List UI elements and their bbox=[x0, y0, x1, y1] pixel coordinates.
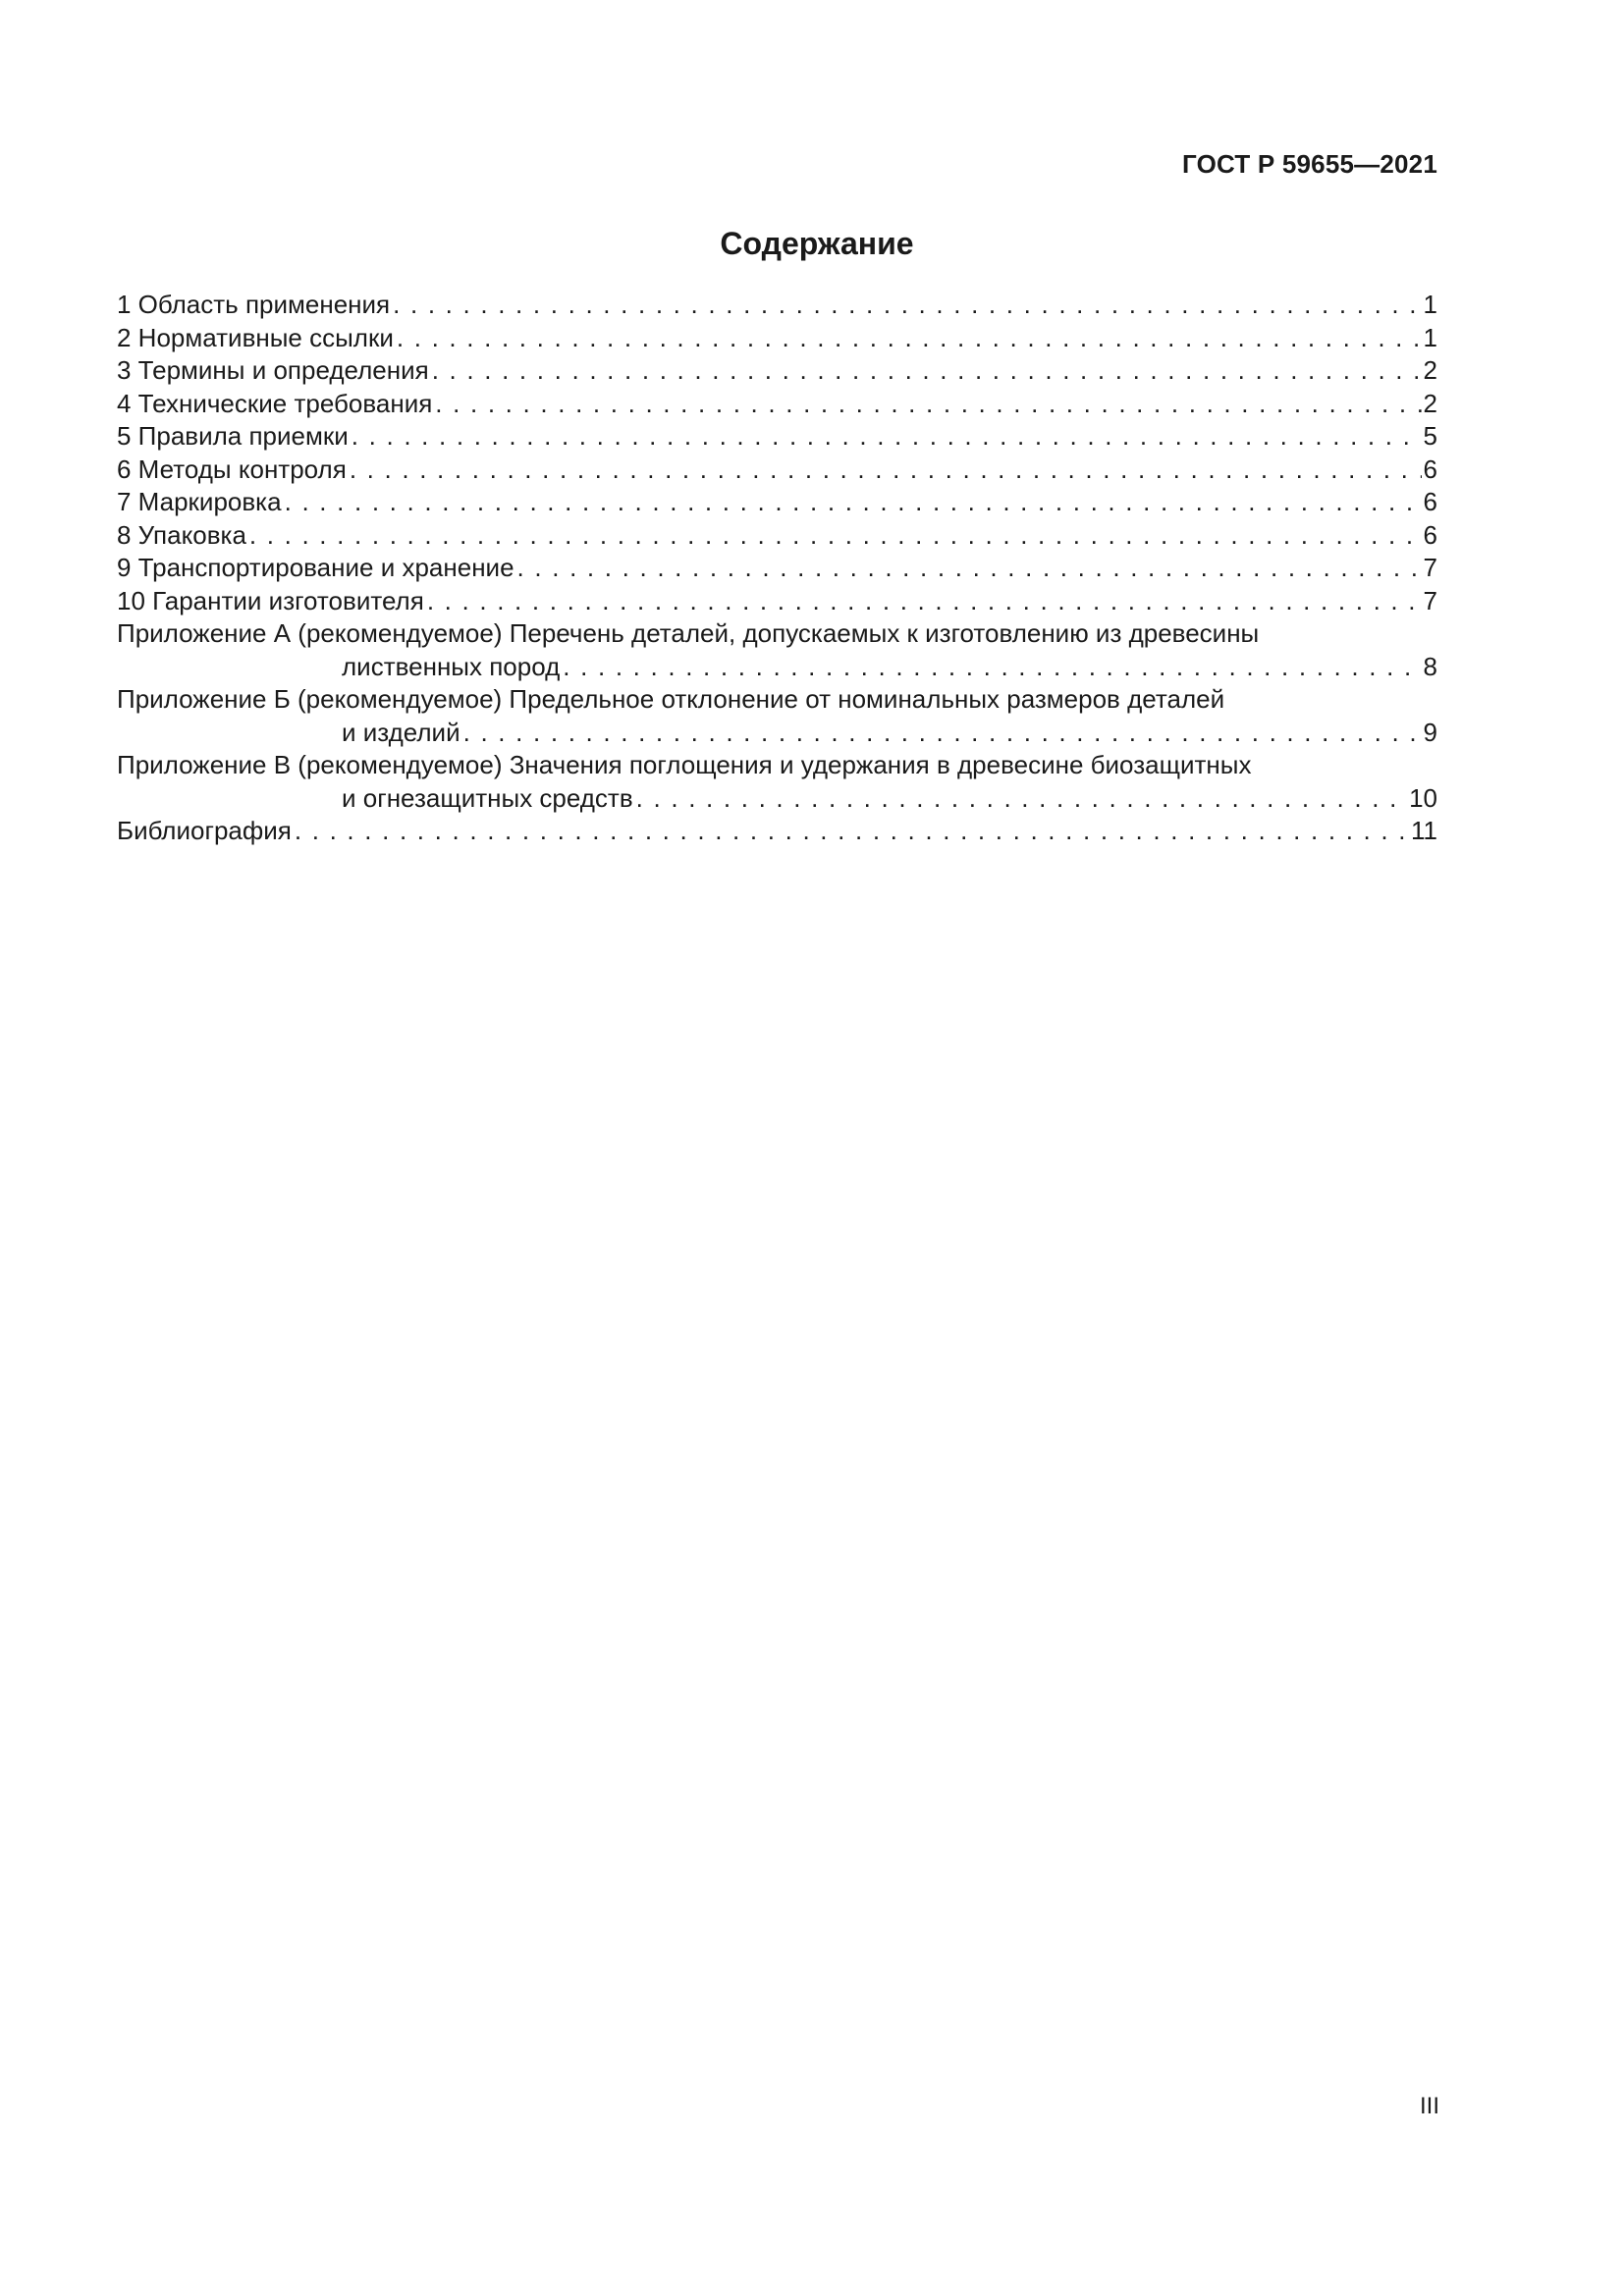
toc-entry-title: 4 Технические требования bbox=[117, 388, 433, 418]
dot-leader bbox=[350, 454, 1422, 487]
toc-line bbox=[117, 585, 1437, 618]
toc-line bbox=[117, 420, 1437, 454]
toc-entry-title: и изделий bbox=[342, 717, 460, 747]
toc-entry-title: 8 Упаковка bbox=[117, 519, 246, 550]
toc-line bbox=[117, 519, 1437, 553]
toc-entry-title: 9 Транспортирование и хранение bbox=[117, 553, 514, 582]
dot-leader bbox=[397, 322, 1422, 355]
dot-leader bbox=[435, 388, 1421, 421]
toc-entry[interactable] bbox=[117, 486, 1437, 519]
dot-leader bbox=[432, 354, 1422, 388]
toc-page-number: 5 bbox=[1423, 421, 1437, 451]
toc-line bbox=[117, 486, 1437, 519]
toc-page-number: 1 bbox=[1423, 290, 1437, 319]
toc-page-number: 2 bbox=[1423, 388, 1437, 418]
toc-line bbox=[117, 322, 1437, 355]
dot-leader bbox=[427, 585, 1422, 618]
dot-leader bbox=[563, 651, 1421, 684]
toc-entry[interactable] bbox=[117, 322, 1437, 355]
page-number: III bbox=[1419, 2093, 1439, 2119]
toc-entry-title: 3 Термины и определения bbox=[117, 355, 429, 385]
dot-leader bbox=[285, 486, 1422, 519]
toc-entry[interactable] bbox=[117, 354, 1437, 388]
dot-leader bbox=[517, 552, 1422, 585]
toc-line bbox=[117, 651, 1437, 684]
toc-entry-title: Библиография bbox=[117, 816, 292, 845]
toc-entry-title: 2 Нормативные ссылки bbox=[117, 322, 394, 352]
toc-page-number: 7 bbox=[1423, 553, 1437, 582]
toc-entry-title: 7 Маркировка bbox=[117, 487, 282, 516]
toc-line bbox=[117, 617, 1437, 651]
dot-leader bbox=[463, 717, 1422, 750]
dot-leader bbox=[352, 420, 1422, 454]
toc-entry-title: Приложение Б (рекомендуемое) Предельное отклонение от номинальных размеров деталей bbox=[117, 684, 1225, 714]
toc-line bbox=[117, 815, 1437, 848]
toc-title: Содержание bbox=[720, 226, 914, 261]
toc-entry[interactable] bbox=[117, 552, 1437, 585]
toc-entry[interactable] bbox=[117, 519, 1437, 553]
toc-entry-title: и огнезащитных средств bbox=[342, 782, 633, 813]
toc-entry-title: 6 Методы контроля bbox=[117, 454, 347, 484]
toc-entry-title: 5 Правила приемки bbox=[117, 421, 349, 451]
toc-line bbox=[117, 289, 1437, 322]
dot-leader bbox=[249, 519, 1422, 553]
toc-entry[interactable] bbox=[117, 388, 1437, 421]
dot-leader bbox=[636, 782, 1407, 816]
toc-line bbox=[117, 552, 1437, 585]
toc-line bbox=[117, 354, 1437, 388]
table-of-contents bbox=[117, 289, 1437, 848]
toc-page-number: 6 bbox=[1423, 519, 1437, 550]
toc-entry-title: лиственных пород bbox=[342, 651, 561, 681]
toc-page-number: 6 bbox=[1423, 487, 1437, 516]
toc-page-number: 9 bbox=[1423, 717, 1437, 747]
toc-entry-title: 10 Гарантии изготовителя bbox=[117, 585, 424, 615]
toc-line bbox=[117, 683, 1437, 717]
toc-line bbox=[117, 454, 1437, 487]
toc-entry[interactable] bbox=[117, 289, 1437, 322]
toc-entry-title: Приложение А (рекомендуемое) Перечень деталей, допускаемых к изготовлению из древесины bbox=[117, 618, 1260, 648]
dot-leader bbox=[295, 815, 1409, 848]
toc-entry[interactable] bbox=[117, 420, 1437, 454]
toc-line bbox=[117, 749, 1437, 782]
toc-entry-title: Приложение В (рекомендуемое) Значения поглощения и удержания в древесине биозащитных bbox=[117, 750, 1252, 779]
toc-entry[interactable] bbox=[117, 749, 1437, 815]
toc-page-number: 8 bbox=[1423, 651, 1437, 681]
toc-page-number: 7 bbox=[1423, 585, 1437, 615]
toc-entry[interactable] bbox=[117, 617, 1437, 683]
toc-page-number: 10 bbox=[1409, 782, 1437, 813]
toc-entry-title: 1 Область применения bbox=[117, 290, 391, 319]
toc-entry[interactable] bbox=[117, 585, 1437, 618]
toc-entry[interactable] bbox=[117, 815, 1437, 848]
toc-line bbox=[117, 782, 1437, 816]
document-code: ГОСТ Р 59655—2021 bbox=[1182, 149, 1437, 179]
toc-entry[interactable] bbox=[117, 683, 1437, 749]
toc-line bbox=[117, 717, 1437, 750]
toc-entry[interactable] bbox=[117, 454, 1437, 487]
toc-line bbox=[117, 388, 1437, 421]
toc-page-number: 6 bbox=[1423, 454, 1437, 484]
toc-page-number: 2 bbox=[1423, 355, 1437, 385]
dot-leader bbox=[393, 289, 1421, 322]
toc-page-number: 1 bbox=[1423, 322, 1437, 352]
toc-page-number: 11 bbox=[1411, 816, 1437, 845]
